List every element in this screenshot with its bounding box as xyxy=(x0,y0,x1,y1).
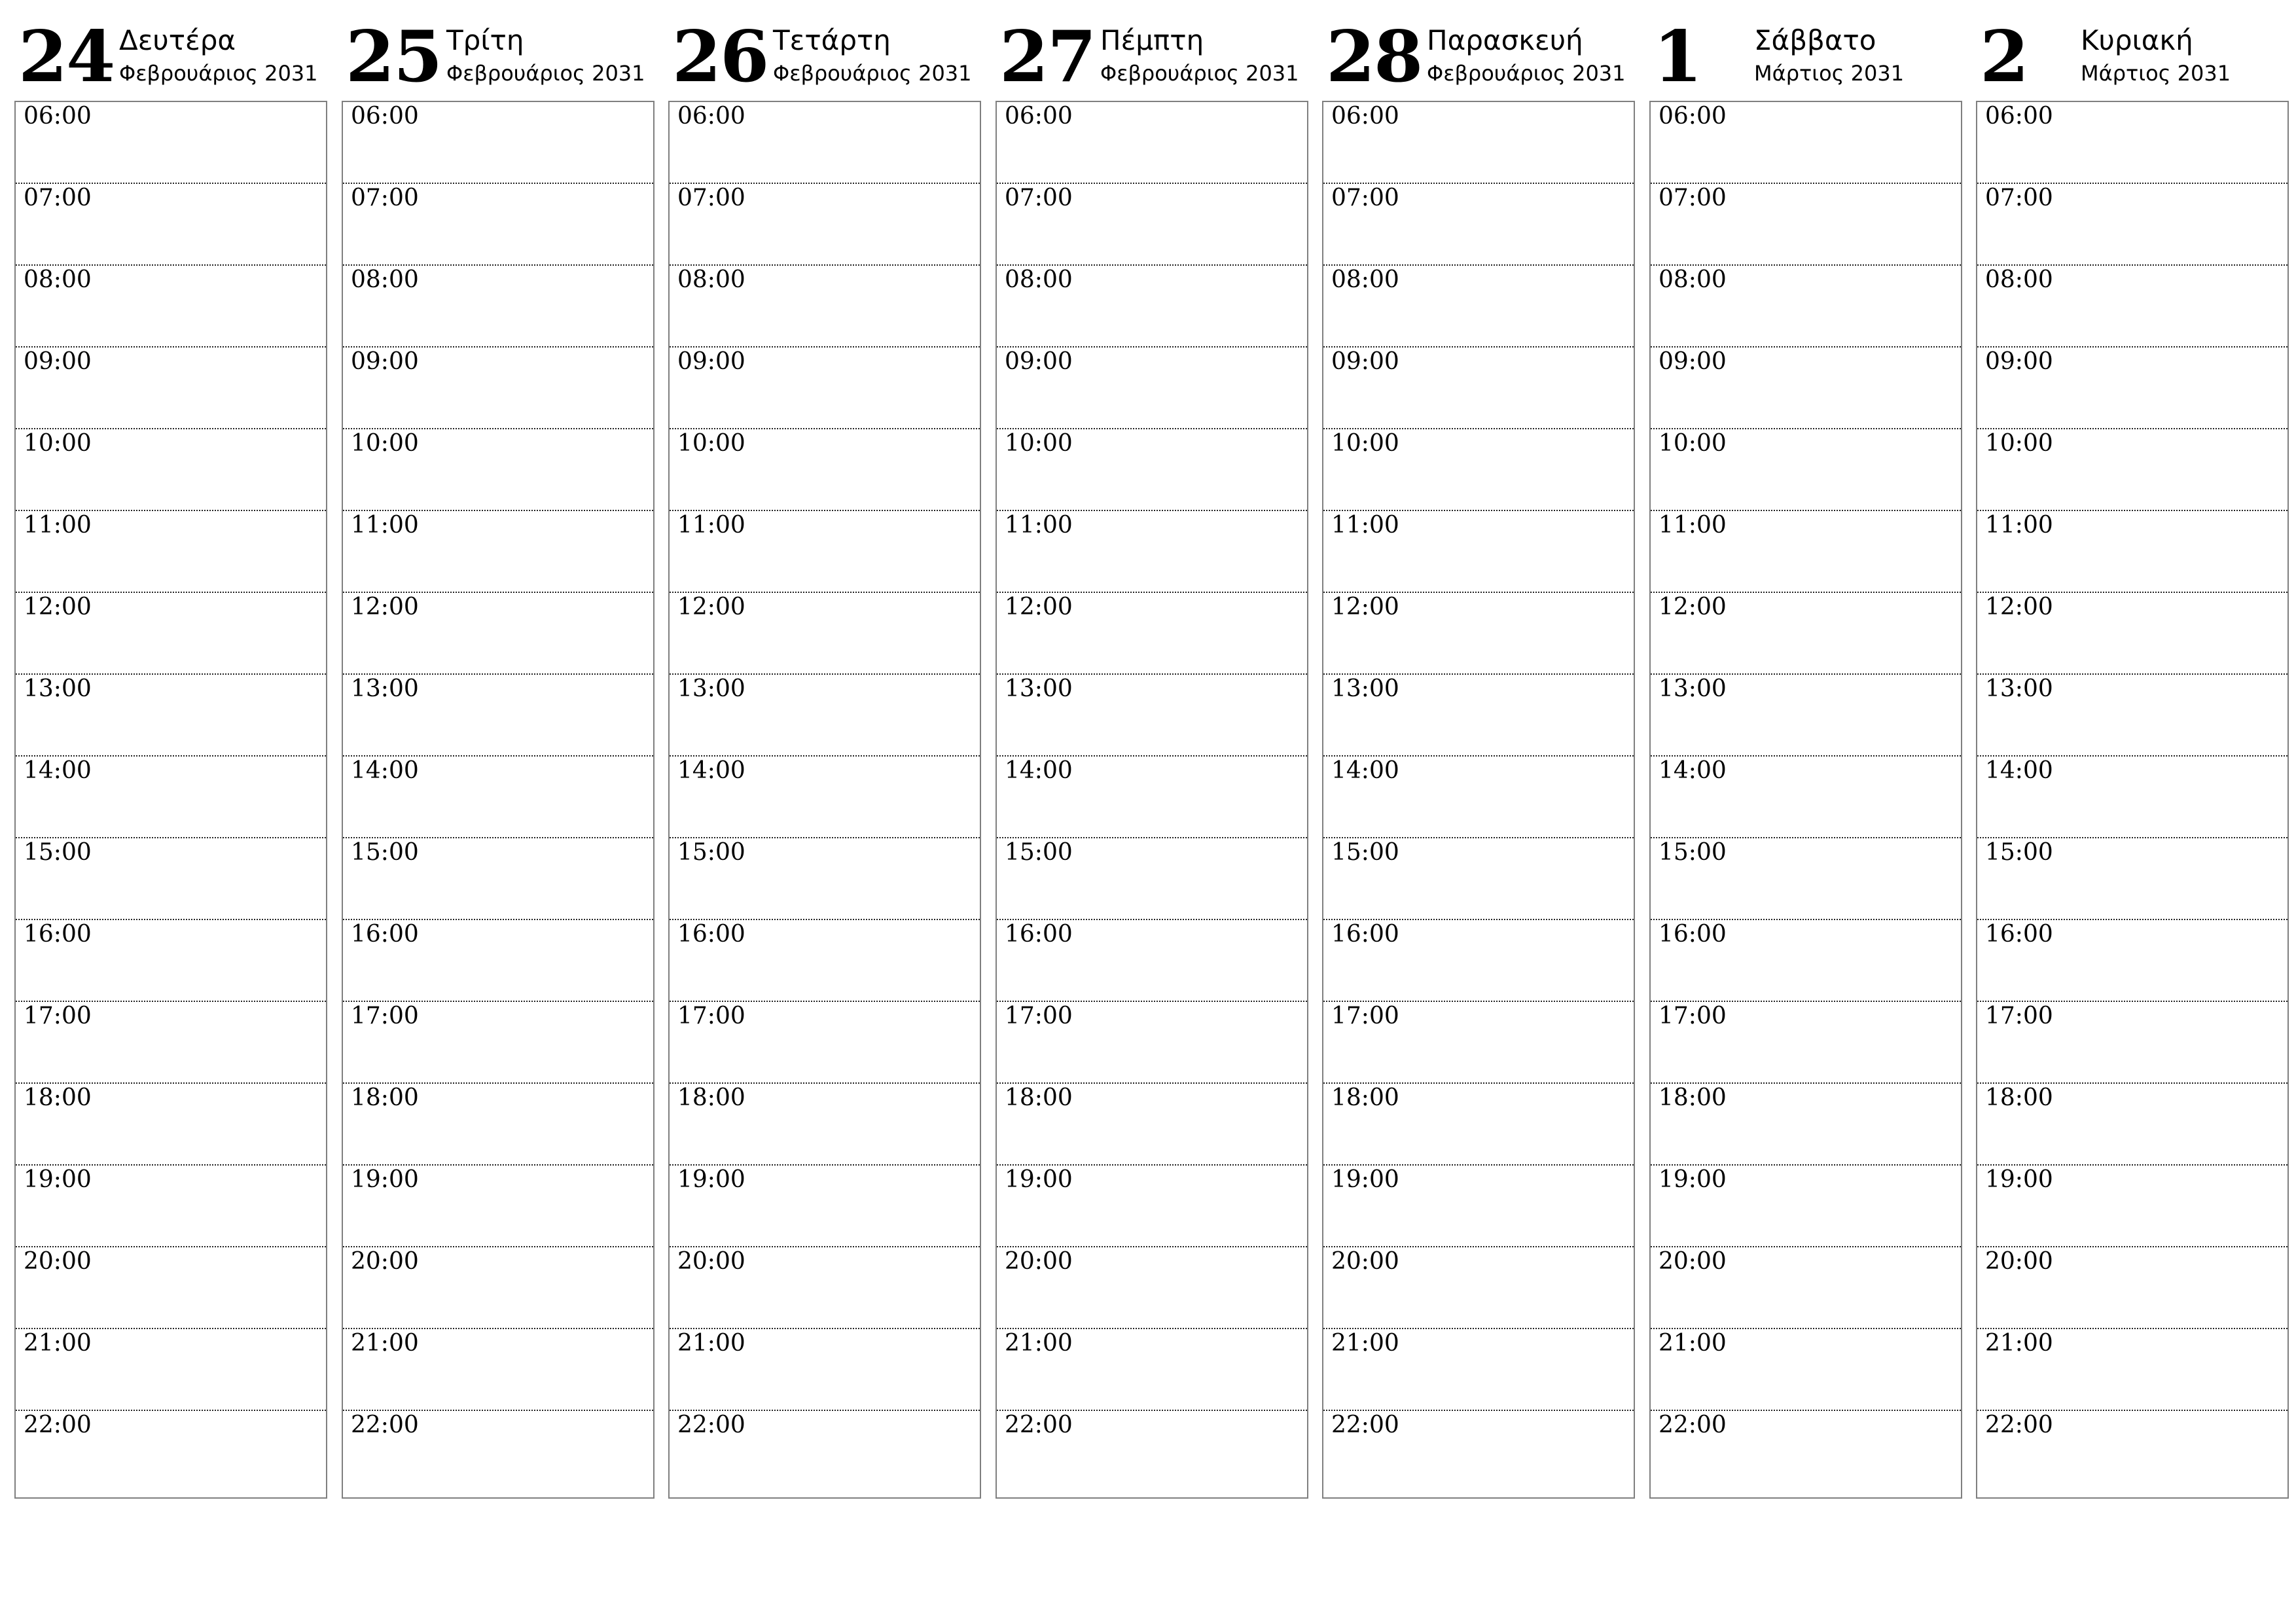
hour-slot[interactable] xyxy=(16,184,326,266)
hour-label: 08:00 xyxy=(1005,266,1073,293)
hour-label: 10:00 xyxy=(351,430,419,457)
hour-slot[interactable] xyxy=(997,348,1307,429)
hour-slot[interactable] xyxy=(670,593,980,675)
hour-slot[interactable] xyxy=(1323,1329,1634,1411)
hour-slot[interactable] xyxy=(343,184,653,266)
hour-slot[interactable] xyxy=(670,838,980,920)
weekly-planner xyxy=(14,13,2287,1499)
hour-label: 10:00 xyxy=(24,430,92,457)
hour-label: 21:00 xyxy=(1985,1330,2053,1357)
hour-label: 18:00 xyxy=(677,1084,745,1111)
hour-slot[interactable] xyxy=(997,511,1307,593)
hour-slot[interactable] xyxy=(1323,511,1634,593)
hour-slot[interactable] xyxy=(670,757,980,838)
hour-label: 07:00 xyxy=(1985,185,2053,211)
hour-label: 10:00 xyxy=(677,430,745,457)
hour-label: 17:00 xyxy=(1985,1003,2053,1029)
hour-slot[interactable] xyxy=(670,675,980,757)
hour-slot[interactable] xyxy=(343,675,653,757)
hour-slot[interactable] xyxy=(1651,920,1961,1002)
hour-slot[interactable] xyxy=(1977,429,2287,511)
hour-slot[interactable] xyxy=(16,1329,326,1411)
hour-slot[interactable] xyxy=(16,593,326,675)
hour-slot[interactable] xyxy=(997,920,1307,1002)
hour-slot[interactable] xyxy=(1977,102,2287,184)
hour-label: 20:00 xyxy=(1331,1248,1399,1275)
hour-slot[interactable] xyxy=(1323,102,1634,184)
hour-slot[interactable] xyxy=(1977,1247,2287,1329)
hour-label: 17:00 xyxy=(1659,1003,1727,1029)
hour-slot[interactable] xyxy=(1323,838,1634,920)
hour-label: 17:00 xyxy=(351,1003,419,1029)
hour-slot[interactable] xyxy=(1651,1166,1961,1247)
hour-label: 08:00 xyxy=(24,266,92,293)
hour-label: 11:00 xyxy=(1985,512,2053,539)
hour-label: 19:00 xyxy=(1985,1166,2053,1193)
day-name: Παρασκευή xyxy=(1427,24,1583,56)
hour-slot[interactable] xyxy=(1651,348,1961,429)
hour-label: 10:00 xyxy=(1659,430,1727,457)
day-column xyxy=(668,13,981,1499)
day-month: Φεβρουάριος 2031 xyxy=(1100,61,1299,86)
hour-slot[interactable] xyxy=(343,266,653,348)
hour-label: 08:00 xyxy=(1985,266,2053,293)
day-header xyxy=(342,13,655,99)
hour-label: 18:00 xyxy=(351,1084,419,1111)
hour-label: 12:00 xyxy=(1985,594,2053,620)
hour-label: 06:00 xyxy=(1331,103,1399,130)
hour-label: 12:00 xyxy=(351,594,419,620)
hour-label: 22:00 xyxy=(677,1412,745,1438)
hour-label: 18:00 xyxy=(1331,1084,1399,1111)
hour-slot[interactable] xyxy=(997,1411,1307,1493)
hour-slot[interactable] xyxy=(1323,920,1634,1002)
hour-slot[interactable] xyxy=(343,1166,653,1247)
hour-label: 11:00 xyxy=(1005,512,1073,539)
hour-slot[interactable] xyxy=(1651,1002,1961,1084)
hour-label: 07:00 xyxy=(1331,185,1399,211)
hour-label: 20:00 xyxy=(351,1248,419,1275)
hour-slot[interactable] xyxy=(997,184,1307,266)
hour-label: 07:00 xyxy=(677,185,745,211)
hour-slot[interactable] xyxy=(670,1166,980,1247)
hour-label: 14:00 xyxy=(1985,757,2053,784)
hour-slot[interactable] xyxy=(670,1411,980,1493)
hour-slot[interactable] xyxy=(670,1329,980,1411)
hour-slot[interactable] xyxy=(1651,1247,1961,1329)
hour-slot[interactable] xyxy=(997,266,1307,348)
hour-slot[interactable] xyxy=(997,429,1307,511)
hour-label: 12:00 xyxy=(24,594,92,620)
day-column xyxy=(1322,13,1635,1499)
day-column xyxy=(1976,13,2289,1499)
hour-slot[interactable] xyxy=(997,675,1307,757)
hour-slot[interactable] xyxy=(670,102,980,184)
day-number: 25 xyxy=(346,16,442,98)
hour-slot[interactable] xyxy=(343,593,653,675)
hour-label: 09:00 xyxy=(677,348,745,375)
day-header xyxy=(1976,13,2289,99)
hour-label: 06:00 xyxy=(677,103,745,130)
day-column xyxy=(996,13,1308,1499)
hour-label: 11:00 xyxy=(351,512,419,539)
day-number: 24 xyxy=(18,16,115,98)
hour-slot[interactable] xyxy=(1977,511,2287,593)
hour-label: 17:00 xyxy=(677,1003,745,1029)
hour-slot[interactable] xyxy=(1651,102,1961,184)
hour-slot[interactable] xyxy=(997,1247,1307,1329)
hour-label: 14:00 xyxy=(1331,757,1399,784)
hour-label: 10:00 xyxy=(1985,430,2053,457)
hour-slot[interactable] xyxy=(1977,1084,2287,1166)
hour-label: 21:00 xyxy=(351,1330,419,1357)
day-name: Τρίτη xyxy=(446,24,524,56)
hour-slot[interactable] xyxy=(997,593,1307,675)
hour-label: 06:00 xyxy=(1659,103,1727,130)
hour-label: 22:00 xyxy=(1985,1412,2053,1438)
hour-slot[interactable] xyxy=(997,1084,1307,1166)
day-header xyxy=(14,13,327,99)
hour-slot[interactable] xyxy=(1651,429,1961,511)
hour-slot[interactable] xyxy=(16,1084,326,1166)
hour-label: 19:00 xyxy=(351,1166,419,1193)
hour-label: 22:00 xyxy=(24,1412,92,1438)
hour-label: 22:00 xyxy=(1659,1412,1727,1438)
hour-label: 06:00 xyxy=(1005,103,1073,130)
hour-label: 11:00 xyxy=(1659,512,1727,539)
hour-slot[interactable] xyxy=(16,266,326,348)
hour-slot[interactable] xyxy=(997,1002,1307,1084)
hour-slot[interactable] xyxy=(16,1166,326,1247)
hour-grid xyxy=(1649,101,1962,1499)
hour-label: 13:00 xyxy=(1331,675,1399,702)
hour-slot[interactable] xyxy=(1323,266,1634,348)
hour-label: 20:00 xyxy=(1659,1248,1727,1275)
hour-label: 13:00 xyxy=(1005,675,1073,702)
hour-label: 14:00 xyxy=(677,757,745,784)
hour-label: 21:00 xyxy=(1005,1330,1073,1357)
hour-label: 20:00 xyxy=(677,1248,745,1275)
hour-grid xyxy=(668,101,981,1499)
hour-slot[interactable] xyxy=(1323,184,1634,266)
hour-slot[interactable] xyxy=(1323,348,1634,429)
hour-label: 09:00 xyxy=(1005,348,1073,375)
hour-label: 21:00 xyxy=(677,1330,745,1357)
hour-slot[interactable] xyxy=(1977,184,2287,266)
hour-grid xyxy=(1322,101,1635,1499)
hour-slot[interactable] xyxy=(1651,1329,1961,1411)
hour-label: 22:00 xyxy=(351,1412,419,1438)
hour-grid xyxy=(342,101,655,1499)
hour-slot[interactable] xyxy=(1977,1329,2287,1411)
hour-slot[interactable] xyxy=(16,757,326,838)
hour-label: 11:00 xyxy=(24,512,92,539)
hour-slot[interactable] xyxy=(1651,675,1961,757)
hour-label: 19:00 xyxy=(1331,1166,1399,1193)
hour-slot[interactable] xyxy=(343,102,653,184)
hour-slot[interactable] xyxy=(343,511,653,593)
hour-label: 14:00 xyxy=(1659,757,1727,784)
hour-slot[interactable] xyxy=(343,920,653,1002)
hour-label: 22:00 xyxy=(1331,1412,1399,1438)
day-month: Φεβρουάριος 2031 xyxy=(1427,61,1626,86)
hour-grid xyxy=(14,101,327,1499)
hour-slot[interactable] xyxy=(670,920,980,1002)
hour-label: 07:00 xyxy=(1659,185,1727,211)
day-month: Μάρτιος 2031 xyxy=(1754,61,1905,86)
hour-slot[interactable] xyxy=(670,266,980,348)
hour-label: 16:00 xyxy=(1985,921,2053,948)
hour-label: 06:00 xyxy=(351,103,419,130)
day-header xyxy=(1322,13,1635,99)
hour-label: 13:00 xyxy=(677,675,745,702)
hour-label: 09:00 xyxy=(24,348,92,375)
hour-label: 17:00 xyxy=(1331,1003,1399,1029)
hour-slot[interactable] xyxy=(16,675,326,757)
hour-slot[interactable] xyxy=(997,757,1307,838)
hour-label: 14:00 xyxy=(1005,757,1073,784)
hour-slot[interactable] xyxy=(16,102,326,184)
hour-label: 13:00 xyxy=(351,675,419,702)
hour-label: 18:00 xyxy=(24,1084,92,1111)
hour-label: 13:00 xyxy=(24,675,92,702)
hour-slot[interactable] xyxy=(670,348,980,429)
hour-slot[interactable] xyxy=(1977,348,2287,429)
hour-label: 21:00 xyxy=(1659,1330,1727,1357)
day-header xyxy=(668,13,981,99)
hour-slot[interactable] xyxy=(997,1329,1307,1411)
day-month: Φεβρουάριος 2031 xyxy=(446,61,645,86)
hour-slot[interactable] xyxy=(1323,675,1634,757)
hour-slot[interactable] xyxy=(1977,838,2287,920)
hour-slot[interactable] xyxy=(1977,675,2287,757)
hour-slot[interactable] xyxy=(1651,511,1961,593)
hour-label: 12:00 xyxy=(1331,594,1399,620)
hour-label: 09:00 xyxy=(351,348,419,375)
hour-slot[interactable] xyxy=(670,184,980,266)
hour-slot[interactable] xyxy=(16,429,326,511)
hour-label: 14:00 xyxy=(351,757,419,784)
hour-slot[interactable] xyxy=(1651,266,1961,348)
day-name: Δευτέρα xyxy=(119,24,236,56)
hour-label: 16:00 xyxy=(1331,921,1399,948)
hour-grid xyxy=(996,101,1308,1499)
hour-slot[interactable] xyxy=(343,838,653,920)
hour-slot[interactable] xyxy=(1651,1411,1961,1493)
hour-slot[interactable] xyxy=(16,1002,326,1084)
hour-label: 12:00 xyxy=(677,594,745,620)
hour-label: 11:00 xyxy=(677,512,745,539)
hour-label: 15:00 xyxy=(1985,839,2053,866)
hour-slot[interactable] xyxy=(1651,184,1961,266)
hour-slot[interactable] xyxy=(670,1002,980,1084)
hour-slot[interactable] xyxy=(1977,266,2287,348)
day-month: Φεβρουάριος 2031 xyxy=(119,61,318,86)
hour-slot[interactable] xyxy=(1977,1002,2287,1084)
hour-label: 16:00 xyxy=(24,921,92,948)
hour-label: 15:00 xyxy=(1331,839,1399,866)
hour-label: 07:00 xyxy=(1005,185,1073,211)
hour-slot[interactable] xyxy=(1323,429,1634,511)
hour-label: 10:00 xyxy=(1005,430,1073,457)
hour-label: 15:00 xyxy=(677,839,745,866)
hour-slot[interactable] xyxy=(1323,1411,1634,1493)
hour-label: 15:00 xyxy=(24,839,92,866)
hour-label: 18:00 xyxy=(1005,1084,1073,1111)
day-header xyxy=(1649,13,1962,99)
hour-label: 10:00 xyxy=(1331,430,1399,457)
hour-label: 15:00 xyxy=(1005,839,1073,866)
hour-label: 13:00 xyxy=(1659,675,1727,702)
day-month: Μάρτιος 2031 xyxy=(2081,61,2231,86)
day-column xyxy=(342,13,655,1499)
hour-label: 13:00 xyxy=(1985,675,2053,702)
hour-label: 19:00 xyxy=(24,1166,92,1193)
day-number: 2 xyxy=(1980,16,2028,98)
hour-slot[interactable] xyxy=(1977,920,2287,1002)
hour-label: 09:00 xyxy=(1985,348,2053,375)
hour-slot[interactable] xyxy=(1651,593,1961,675)
hour-slot[interactable] xyxy=(343,348,653,429)
hour-label: 11:00 xyxy=(1331,512,1399,539)
hour-slot[interactable] xyxy=(670,511,980,593)
hour-label: 08:00 xyxy=(1331,266,1399,293)
day-number: 28 xyxy=(1326,16,1422,98)
day-name: Κυριακή xyxy=(2081,24,2193,56)
hour-slot[interactable] xyxy=(16,1411,326,1493)
hour-label: 18:00 xyxy=(1985,1084,2053,1111)
hour-slot[interactable] xyxy=(1323,757,1634,838)
hour-slot[interactable] xyxy=(1323,1084,1634,1166)
hour-slot[interactable] xyxy=(670,1247,980,1329)
hour-slot[interactable] xyxy=(670,429,980,511)
hour-grid xyxy=(1976,101,2289,1499)
hour-slot[interactable] xyxy=(670,1084,980,1166)
hour-label: 08:00 xyxy=(677,266,745,293)
hour-slot[interactable] xyxy=(16,511,326,593)
hour-label: 06:00 xyxy=(1985,103,2053,130)
hour-slot[interactable] xyxy=(1977,757,2287,838)
hour-label: 22:00 xyxy=(1005,1412,1073,1438)
hour-label: 07:00 xyxy=(351,185,419,211)
hour-slot[interactable] xyxy=(997,102,1307,184)
hour-label: 16:00 xyxy=(1005,921,1073,948)
hour-slot[interactable] xyxy=(997,1166,1307,1247)
hour-slot[interactable] xyxy=(343,1247,653,1329)
hour-label: 20:00 xyxy=(1985,1248,2053,1275)
hour-label: 19:00 xyxy=(1005,1166,1073,1193)
hour-slot[interactable] xyxy=(343,429,653,511)
hour-slot[interactable] xyxy=(1977,1166,2287,1247)
day-number: 26 xyxy=(672,16,768,98)
hour-label: 06:00 xyxy=(24,103,92,130)
day-month: Φεβρουάριος 2031 xyxy=(773,61,972,86)
hour-label: 09:00 xyxy=(1659,348,1727,375)
hour-label: 12:00 xyxy=(1005,594,1073,620)
hour-label: 15:00 xyxy=(351,839,419,866)
day-number: 1 xyxy=(1653,16,1702,98)
hour-label: 08:00 xyxy=(1659,266,1727,293)
hour-slot[interactable] xyxy=(1977,1411,2287,1493)
hour-label: 18:00 xyxy=(1659,1084,1727,1111)
hour-slot[interactable] xyxy=(997,838,1307,920)
hour-label: 12:00 xyxy=(1659,594,1727,620)
day-name: Πέμπτη xyxy=(1100,24,1204,56)
hour-slot[interactable] xyxy=(1323,1247,1634,1329)
hour-slot[interactable] xyxy=(343,757,653,838)
hour-label: 20:00 xyxy=(1005,1248,1073,1275)
hour-slot[interactable] xyxy=(1651,1084,1961,1166)
hour-slot[interactable] xyxy=(16,348,326,429)
day-name: Τετάρτη xyxy=(773,24,891,56)
hour-label: 17:00 xyxy=(24,1003,92,1029)
hour-label: 09:00 xyxy=(1331,348,1399,375)
hour-label: 19:00 xyxy=(677,1166,745,1193)
hour-label: 16:00 xyxy=(677,921,745,948)
hour-slot[interactable] xyxy=(16,838,326,920)
hour-label: 19:00 xyxy=(1659,1166,1727,1193)
hour-label: 17:00 xyxy=(1005,1003,1073,1029)
hour-label: 16:00 xyxy=(1659,921,1727,948)
hour-slot[interactable] xyxy=(1323,1002,1634,1084)
hour-label: 08:00 xyxy=(351,266,419,293)
hour-slot[interactable] xyxy=(1323,1166,1634,1247)
hour-label: 07:00 xyxy=(24,185,92,211)
hour-label: 16:00 xyxy=(351,921,419,948)
hour-label: 21:00 xyxy=(24,1330,92,1357)
hour-slot[interactable] xyxy=(343,1411,653,1493)
day-column xyxy=(14,13,327,1499)
hour-slot[interactable] xyxy=(343,1002,653,1084)
hour-slot[interactable] xyxy=(1977,593,2287,675)
hour-slot[interactable] xyxy=(1323,593,1634,675)
hour-slot[interactable] xyxy=(16,920,326,1002)
hour-slot[interactable] xyxy=(1651,757,1961,838)
day-column xyxy=(1649,13,1962,1499)
hour-label: 20:00 xyxy=(24,1248,92,1275)
hour-slot[interactable] xyxy=(343,1084,653,1166)
hour-label: 14:00 xyxy=(24,757,92,784)
day-name: Σάββατο xyxy=(1754,24,1876,56)
hour-label: 21:00 xyxy=(1331,1330,1399,1357)
day-number: 27 xyxy=(999,16,1096,98)
hour-label: 15:00 xyxy=(1659,839,1727,866)
day-header xyxy=(996,13,1308,99)
hour-slot[interactable] xyxy=(16,1247,326,1329)
hour-slot[interactable] xyxy=(343,1329,653,1411)
hour-slot[interactable] xyxy=(1651,838,1961,920)
